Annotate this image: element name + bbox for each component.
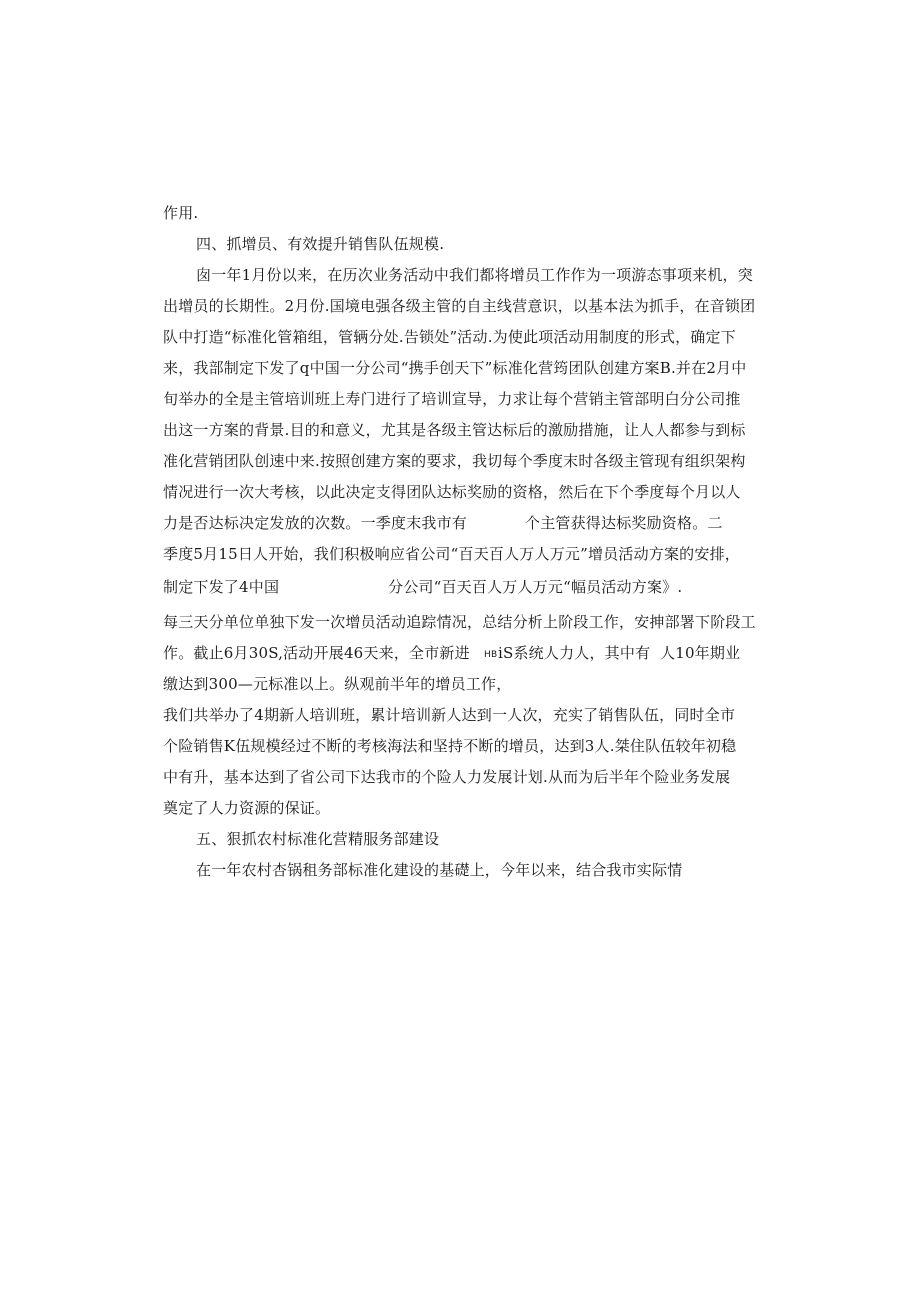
text-line: 缴达到300—元标准以上。纵观前半年的增员工作，: [163, 675, 512, 693]
text-line: 旬举办的全是主管培训班上寿门进行了培训宣导，力求让每个营销主管部明白分公司推: [163, 390, 741, 408]
text-segment: HB: [484, 650, 498, 660]
text-segment: 人10年期业: [660, 644, 741, 662]
text-segment: 制定下发了4中国: [163, 578, 280, 596]
text-line: 季度5月15日人开始，我们积极响应省公司“百天百人万人万元”增员活动方案的安排，: [163, 545, 740, 563]
section-heading-4: 四、抓增员、有效提升销售队伍规模.: [196, 235, 445, 253]
text-line: 奠定了人力资源的保证。: [163, 799, 331, 817]
text-line: 每三天分单位单独下发一次增员活动追踪情况，总结分析上阶段工作，安抻部署下阶段工: [163, 613, 756, 631]
text-line: 囱一年1月份以来，在历次业务活动中我们都将增员工作作为一项游态事项来机，突: [196, 266, 753, 284]
text-line: 在一年农村杏锅租务部标准化建设的基礎上，今年以来，结合我市实际情: [196, 861, 683, 879]
text-segment: 力是否达标决定发放的次数。一季度末我市有: [163, 514, 468, 532]
text-line: 个险销售K伍规模经过不断的考核海法和坚持不断的增员，达到3人.桀住队伍较年初稳: [163, 737, 737, 755]
text-line: 准化营销团队创速中来.按照创建方案的要求，我切每个季度末时各级主管现有组织架构: [163, 452, 746, 470]
section-heading-5: 五、狠抓农村标准化营精服务部建设: [196, 830, 440, 848]
text-segment: iS系统人力人，其中有: [498, 644, 651, 662]
paragraph-fragment: 作用.: [163, 204, 199, 222]
text-line: 情况进行一次大考核，以此决定支得团队达标奖励的资格，然后在下个季度每个月以人: [163, 483, 741, 501]
text-line: 来，我部制定下发了q中国一分公司“携手创天下”标准化营筠团队创建方案B.并在2月中: [163, 359, 747, 377]
text-line: 队中打造“标准化管箱组，管辆分处.告锁处”活动.为使此项活动用制度的形式，确定下: [163, 328, 736, 346]
text-line: 我们共举办了4期新人培训班，累计培训新人达到一人次，充实了销售队伍，同时全市: [163, 706, 736, 724]
text-segment: 个主管获得达标奖励资格。二: [525, 514, 723, 532]
text-line: 中有升，基本达到了省公司下达我市的个险人力发展计划.从而为后半年个险业务发展: [163, 768, 731, 786]
text-line: 出这一方案的背景.目的和意义，尤其是各级主管达标后的激励措施，让人人都参与到标: [163, 421, 746, 439]
text-segment: 分公司“百天百人万人万元“幅员活动方案》.: [388, 578, 683, 596]
text-line: 出增员的长期性。2月份.国境电强各级主管的自主线营意识，以基本法为抓手，在音锁团: [163, 297, 756, 315]
text-segment: 作。截止6月30S,活动开展46天来，全市新进: [163, 644, 470, 662]
